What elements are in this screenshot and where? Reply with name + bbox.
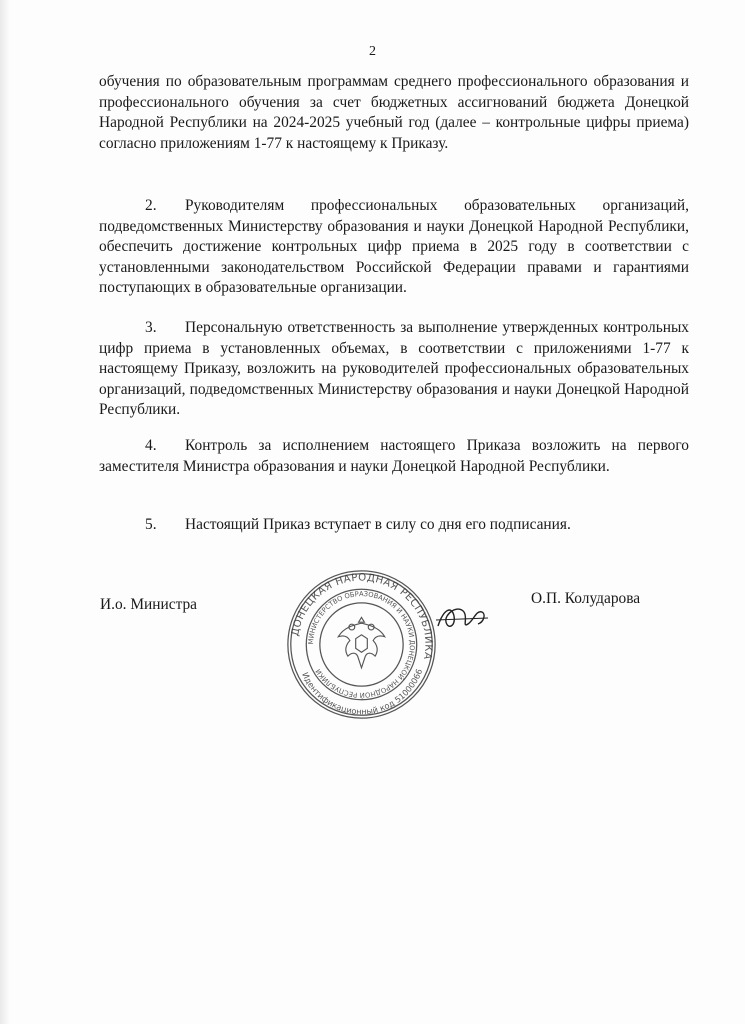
paragraph-1-text: обучения по образовательным программам среднего профессионального образования и профессионального обучения за счет бюджетных ассигнований бюджета Донецкой Народной Республики на 2024-2025 учебный год (далее – контрольные цифры приема) согласно приложениям 1-77 к настоящему к Приказу. bbox=[99, 73, 689, 152]
seal-bottom-text: Идентификационный код 51000066 bbox=[300, 667, 425, 717]
paragraph-5-number: 5. bbox=[145, 516, 157, 533]
official-seal bbox=[284, 567, 439, 722]
handwritten-signature bbox=[432, 598, 492, 638]
paragraph-3-number: 3. bbox=[145, 319, 157, 336]
scan-edge-shadow bbox=[0, 0, 10, 1024]
paragraph-4 bbox=[99, 436, 689, 477]
paragraph-4-text: Контроль за исполнением настоящего Приказа возложить на первого заместителя Министра образования и науки Донецкой Народной Республики. bbox=[99, 437, 689, 475]
paragraph-3-text: Персональную ответственность за выполнение утвержденных контрольных цифр приема в установленных объемах, в соответствии с приложениями 1-77 к настоящему Приказу, возложить на руководителей профессиональных образовательных организаций, подведомственных Министерству образования и науки Донецкой Народной Республики. bbox=[99, 319, 689, 418]
signatory-position: И.о. Министра bbox=[100, 596, 198, 613]
paragraph-2-text: Руководителям профессиональных образовательных организаций, подведомственных Министерству образования и науки Донецкой Народной Республики, обеспечить достижение контрольных цифр приема в 2025 году в соответствии с установленными законодательством Российской Федерации правами и гарантиями поступающих в образовательные организации. bbox=[99, 197, 689, 296]
seal-outer-text: ДОНЕЦКАЯ НАРОДНАЯ РЕСПУБЛИКА bbox=[290, 572, 434, 661]
paragraph-5 bbox=[99, 515, 689, 536]
paragraph-5-text: Настоящий Приказ вступает в силу со дня его подписания. bbox=[185, 516, 571, 533]
page-number: 2 bbox=[369, 44, 376, 59]
paragraph-4-number: 4. bbox=[145, 437, 157, 454]
signatory-name: О.П. Колударова bbox=[531, 590, 641, 607]
paragraph-3 bbox=[99, 318, 689, 421]
double-headed-eagle-icon bbox=[338, 617, 385, 667]
seal-inner-text: МИНИСТЕРСТВО ОБРАЗОВАНИЯ И НАУКИ ДОНЕЦКОЙ НАРОДНОЙ РЕСПУБЛИКИ bbox=[306, 590, 417, 699]
paragraph-1 bbox=[99, 72, 689, 154]
paragraph-2-number: 2. bbox=[145, 197, 157, 214]
paragraph-2 bbox=[99, 196, 689, 299]
